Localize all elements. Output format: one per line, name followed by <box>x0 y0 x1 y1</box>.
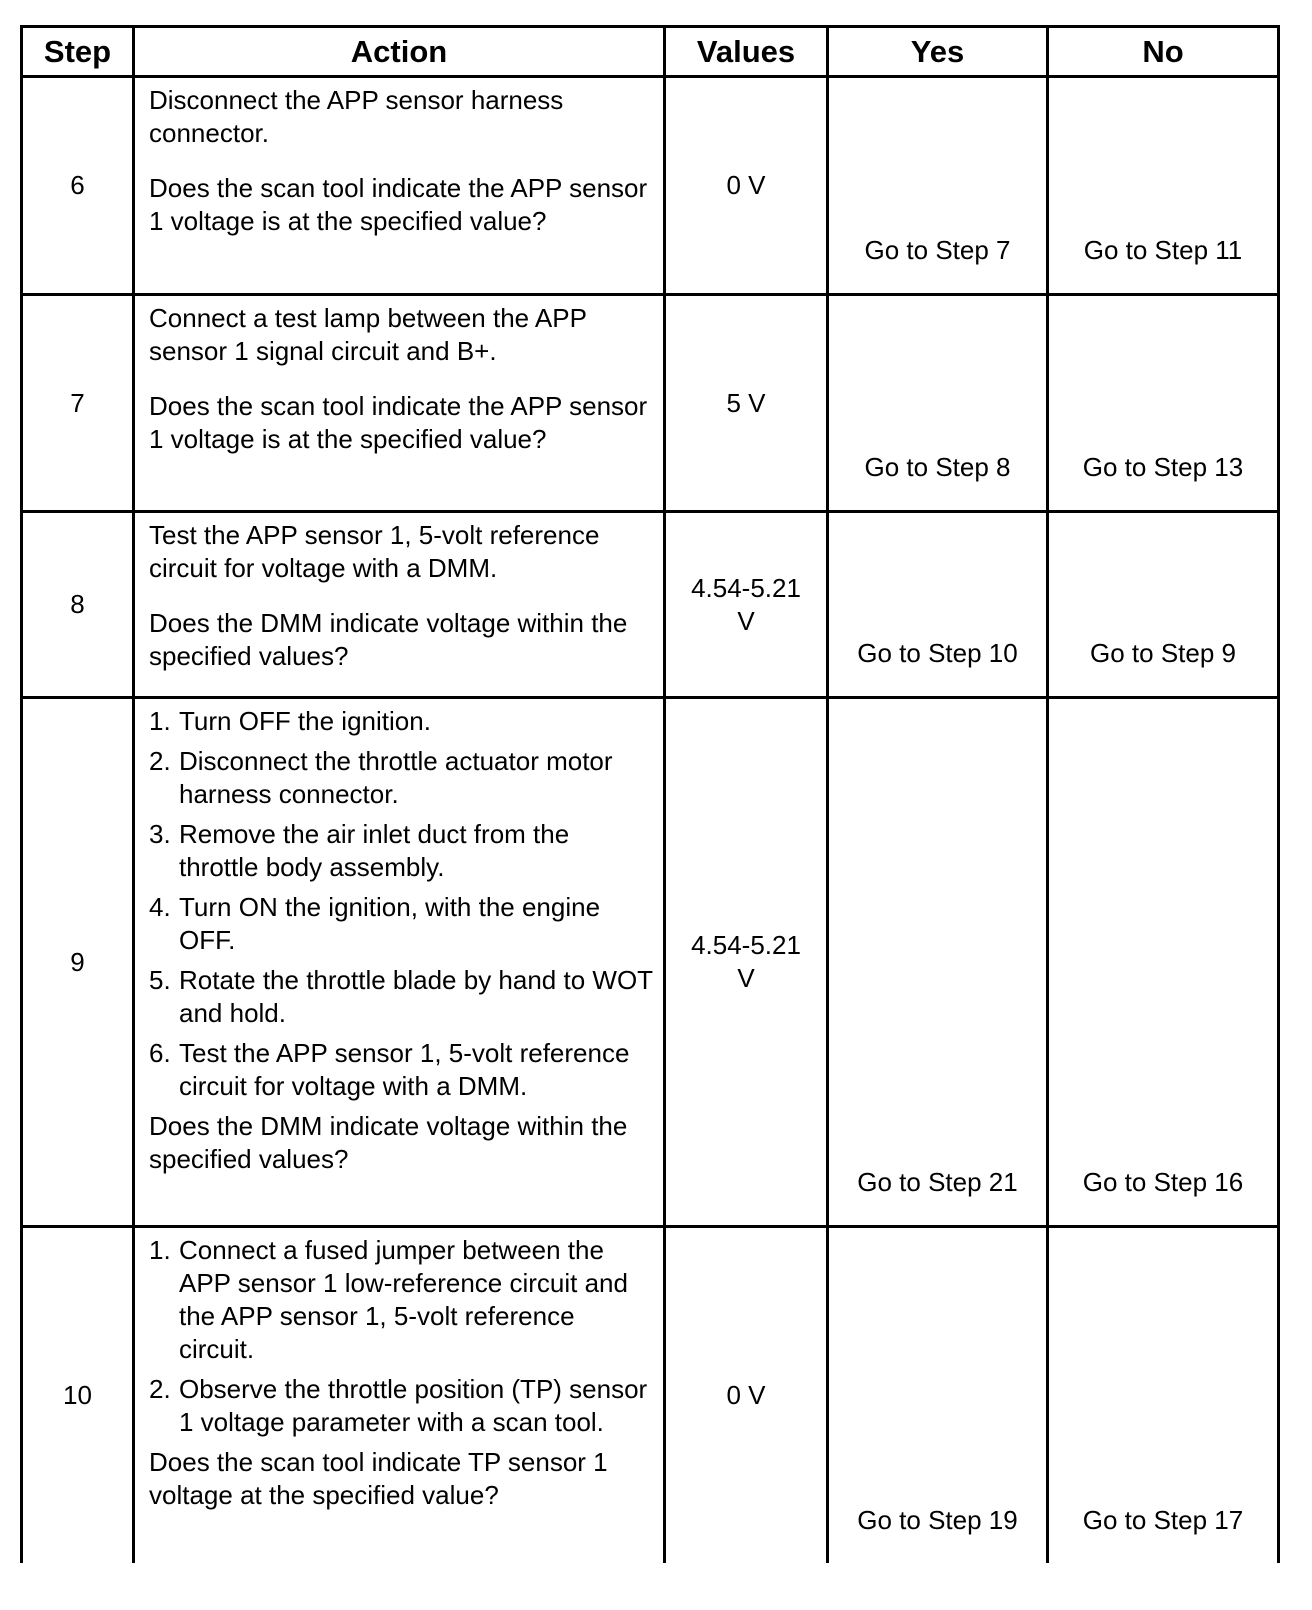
no-result: Go to Step 11 <box>1048 77 1279 295</box>
header-no: No <box>1048 27 1279 77</box>
yes-result: Go to Step 21 <box>828 698 1048 1227</box>
list-item-text: Connect a fused jumper between the APP sensor 1 low-reference circuit and the APP sensor 1, 5-volt reference circuit. <box>179 1235 628 1364</box>
action-text: Disconnect the APP sensor harness connector. <box>149 85 564 148</box>
action-question: Does the scan tool indicate the APP sensor 1 voltage is at the specified value? <box>149 173 648 236</box>
step-number: 10 <box>22 1227 134 1563</box>
diagnostic-procedure-sheet <box>20 25 1277 1563</box>
list-item-text: Test the APP sensor 1, 5-volt reference circuit for voltage with a DMM. <box>179 1038 630 1101</box>
yes-result: Go to Step 7 <box>828 77 1048 295</box>
no-result: Go to Step 9 <box>1048 512 1279 698</box>
table-row <box>22 295 1279 512</box>
list-item-number: 4. <box>149 892 171 922</box>
list-item <box>149 891 655 957</box>
list-item-text: Rotate the throttle blade by hand to WOT and hold. <box>179 965 653 1028</box>
table-row <box>22 698 1279 1227</box>
list-item <box>149 964 655 1030</box>
step-number: 7 <box>22 295 134 512</box>
step-number: 6 <box>22 77 134 295</box>
action-question: Does the DMM indicate voltage within the specified values? <box>149 608 628 671</box>
list-item-text: Observe the throttle position (TP) sensor 1 voltage parameter with a scan tool. <box>179 1374 648 1437</box>
action-cell <box>134 698 665 1227</box>
specified-value: 0 V <box>665 77 828 295</box>
header-step: Step <box>22 27 134 77</box>
yes-result: Go to Step 19 <box>828 1227 1048 1563</box>
action-cell <box>134 77 665 295</box>
table-row <box>22 512 1279 698</box>
list-item-number: 5. <box>149 965 171 995</box>
action-question: Does the scan tool indicate the APP sensor 1 voltage is at the specified value? <box>149 391 648 454</box>
action-question: Does the scan tool indicate TP sensor 1 voltage at the specified value? <box>149 1447 608 1510</box>
action-text: Connect a test lamp between the APP sensor 1 signal circuit and B+. <box>149 303 587 366</box>
list-item-number: 6. <box>149 1038 171 1068</box>
action-cell <box>134 1227 665 1563</box>
list-item-number: 1. <box>149 1235 171 1265</box>
list-item-number: 2. <box>149 746 171 776</box>
action-text: Test the APP sensor 1, 5-volt reference circuit for voltage with a DMM. <box>149 520 600 583</box>
no-result: Go to Step 13 <box>1048 295 1279 512</box>
list-item-text: Turn OFF the ignition. <box>179 706 431 736</box>
list-item-text: Turn ON the ignition, with the engine OFF. <box>179 892 601 955</box>
list-item-number: 1. <box>149 706 171 736</box>
table-row <box>22 77 1279 295</box>
list-item <box>149 745 655 811</box>
list-item-number: 3. <box>149 819 171 849</box>
header-yes: Yes <box>828 27 1048 77</box>
action-cell <box>134 295 665 512</box>
specified-value: 0 V <box>665 1227 828 1563</box>
specified-value: 5 V <box>665 295 828 512</box>
action-question: Does the DMM indicate voltage within the specified values? <box>149 1111 628 1174</box>
specified-value: 4.54-5.21 V <box>665 512 828 698</box>
list-item <box>149 818 655 884</box>
step-number: 9 <box>22 698 134 1227</box>
no-result: Go to Step 16 <box>1048 698 1279 1227</box>
list-item-text: Disconnect the throttle actuator motor harness connector. <box>179 746 613 809</box>
list-item-text: Remove the air inlet duct from the throttle body assembly. <box>179 819 570 882</box>
action-step-list <box>149 1234 655 1439</box>
header-action: Action <box>134 27 665 77</box>
table-header-row <box>22 27 1279 77</box>
header-values: Values <box>665 27 828 77</box>
diagnostic-table <box>20 25 1280 1563</box>
specified-value: 4.54-5.21 V <box>665 698 828 1227</box>
no-result: Go to Step 17 <box>1048 1227 1279 1563</box>
list-item <box>149 1037 655 1103</box>
table-row <box>22 1227 1279 1563</box>
action-step-list <box>149 705 655 1103</box>
step-number: 8 <box>22 512 134 698</box>
action-cell <box>134 512 665 698</box>
list-item <box>149 705 655 738</box>
list-item-number: 2. <box>149 1374 171 1404</box>
list-item <box>149 1373 655 1439</box>
yes-result: Go to Step 10 <box>828 512 1048 698</box>
yes-result: Go to Step 8 <box>828 295 1048 512</box>
list-item <box>149 1234 655 1366</box>
